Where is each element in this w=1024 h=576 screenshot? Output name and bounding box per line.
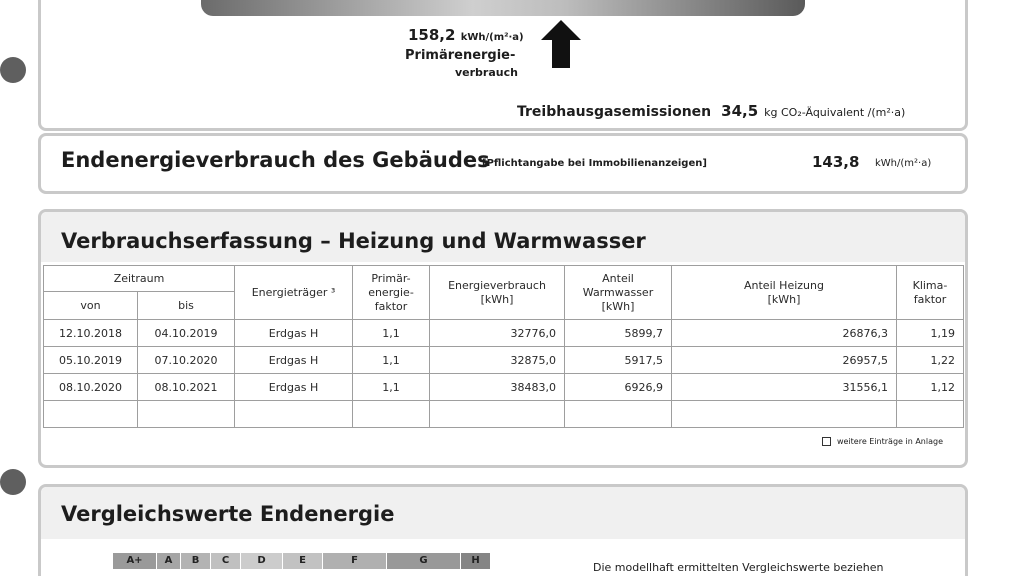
cell-pef: 1,1 [353,347,430,374]
end-energy-panel [38,133,968,194]
consumption-title: Verbrauchserfassung – Heizung und Warmwasser [61,229,646,253]
end-energy-title: Endenergieverbrauch des Gebäudes [61,148,490,172]
cell-to: 08.10.2021 [138,374,235,401]
energy-scale-bar [201,0,805,16]
cell-climate: 1,12 [897,374,964,401]
punch-hole-top [0,57,26,83]
comparison-text: Die modellhaft ermittelten Vergleichswerte beziehen [593,561,884,574]
header-primary-energy-factor: Primär- energie- faktor [353,266,430,320]
primary-energy-number: 158,2 [408,26,456,44]
class-label: D [241,553,283,569]
cell-to: 07.10.2020 [138,347,235,374]
class-label: G [387,553,461,569]
end-energy-value: 143,8 [812,153,860,171]
ghg-emissions-row [517,102,905,120]
end-energy-note: [Pflichtangabe bei Immobilienanzeigen] [482,158,707,169]
primary-energy-value [408,26,524,44]
class-label: B [181,553,211,569]
cell-from: 05.10.2019 [44,347,138,374]
header-heating-share: Anteil Heizung [kWh] [672,266,897,320]
cell-from: 08.10.2020 [44,374,138,401]
comparison-panel [38,484,968,576]
cell-consumption: 38483,0 [430,374,565,401]
table-row [44,320,964,347]
class-label: E [283,553,323,569]
cell-pef: 1,1 [353,374,430,401]
cell-carrier: Erdgas H [235,320,353,347]
primary-energy-panel [38,0,968,131]
header-energy-consumption: Energieverbrauch [kWh] [430,266,565,320]
more-entries-option[interactable] [822,437,943,446]
header-to: bis [138,292,235,320]
cell-to: 04.10.2019 [138,320,235,347]
end-energy-unit: kWh/(m²·a) [875,158,932,169]
class-label: A [157,553,181,569]
class-label: C [211,553,241,569]
cell-climate: 1,22 [897,347,964,374]
punch-hole-bottom [0,469,26,495]
class-label: F [323,553,387,569]
cell-pef: 1,1 [353,320,430,347]
comparison-title: Vergleichswerte Endenergie [61,502,395,526]
arrow-up-icon [541,20,581,68]
primary-energy-label-cont: verbrauch [455,66,518,79]
table-row [44,374,964,401]
cell-carrier: Erdgas H [235,374,353,401]
header-warmwater-share: Anteil Warmwasser [kWh] [565,266,672,320]
more-entries-label: weitere Einträge in Anlage [836,437,943,446]
header-from: von [44,292,138,320]
ghg-label: Treibhausgasemissionen [517,104,712,120]
consumption-panel [38,209,968,468]
comparison-header [41,487,965,539]
cell-heating: 31556,1 [672,374,897,401]
efficiency-class-bar [113,553,491,569]
header-carrier: Energieträger ³ [235,266,353,320]
cell-warmwater: 5917,5 [565,347,672,374]
cell-consumption: 32776,0 [430,320,565,347]
consumption-header [41,212,965,262]
cell-from: 12.10.2018 [44,320,138,347]
primary-energy-label: Primärenergie- [405,48,516,63]
cell-carrier: Erdgas H [235,347,353,374]
consumption-table [43,265,964,428]
class-label: A+ [113,553,157,569]
class-label: H [461,553,491,569]
table-row-empty [44,401,964,428]
cell-warmwater: 5899,7 [565,320,672,347]
cell-consumption: 32875,0 [430,347,565,374]
cell-warmwater: 6926,9 [565,374,672,401]
header-climate-factor: Klima- faktor [897,266,964,320]
more-entries-checkbox[interactable] [822,437,831,446]
cell-climate: 1,19 [897,320,964,347]
header-period: Zeitraum [44,266,235,292]
table-row [44,347,964,374]
cell-heating: 26876,3 [672,320,897,347]
primary-energy-unit: kWh/(m²·a) [460,32,524,43]
ghg-unit: kg CO₂-Äquivalent /(m²·a) [764,106,906,119]
cell-heating: 26957,5 [672,347,897,374]
ghg-value: 34,5 [721,102,759,120]
